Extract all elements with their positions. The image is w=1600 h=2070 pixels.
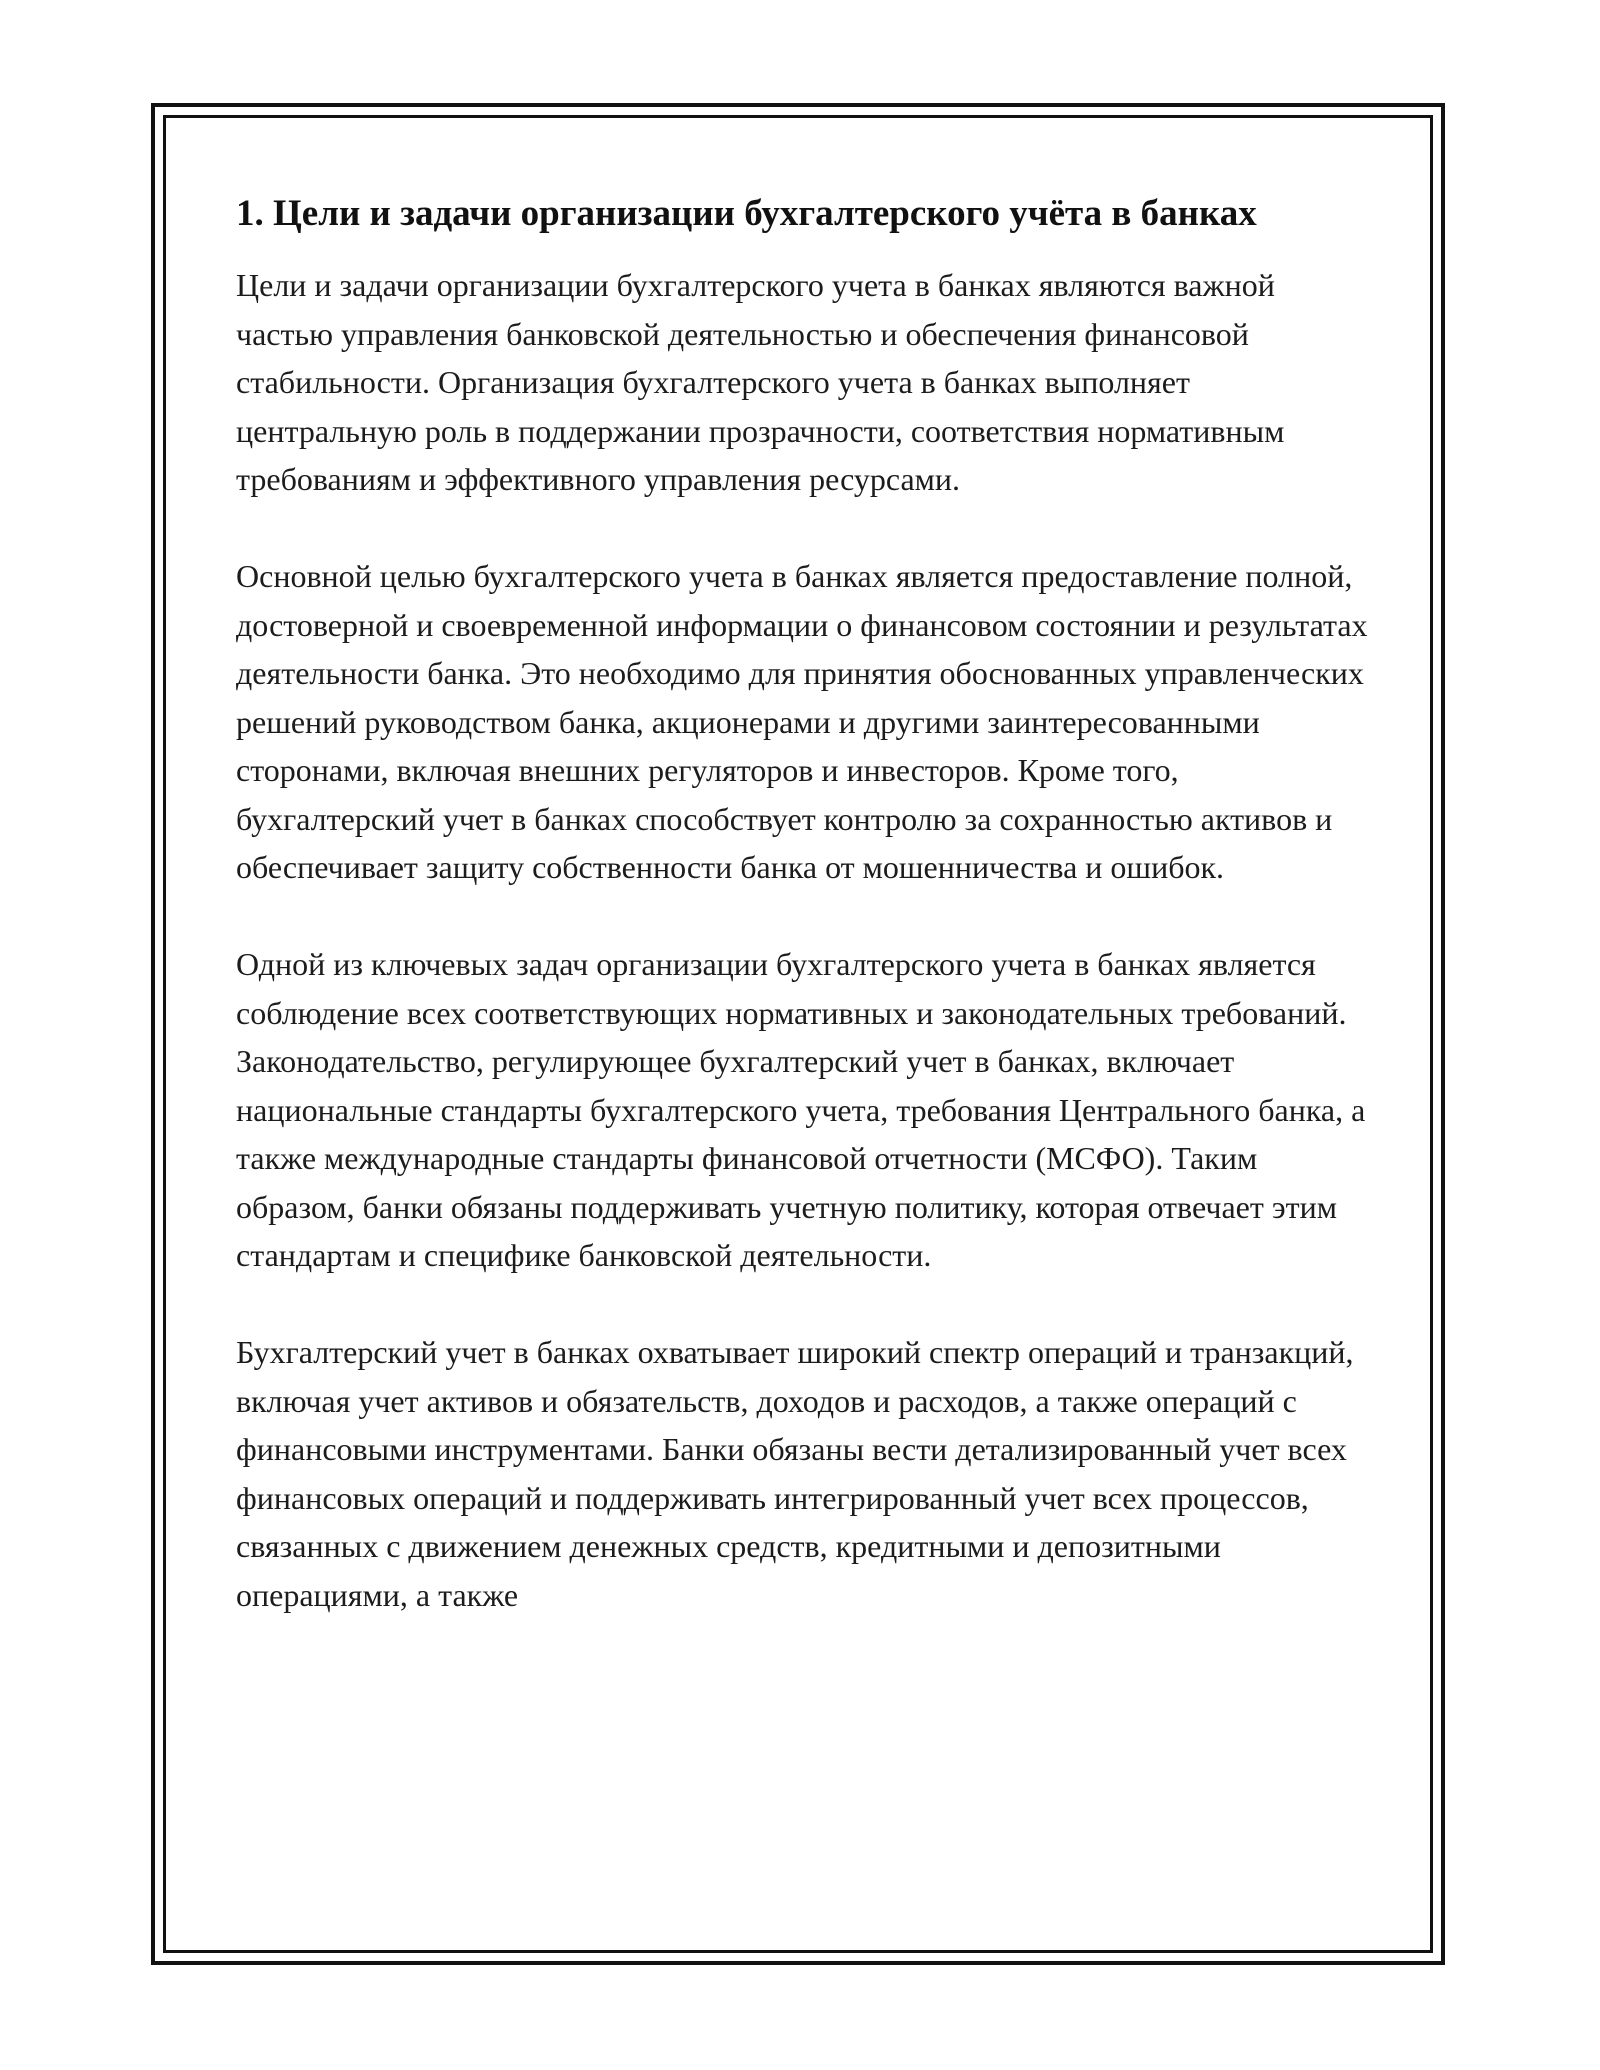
paragraph-3: Одной из ключевых задач организации бухгалтерского учета в банках является соблюдение всех соответствующих нормативных и законодательных требований. Законодательство, регулирующее бухгалтерский учет в банках, включает национальные стандарты бухгалтерского учета, требования Центрального банка, а также международные стандарты финансовой отчетности (МСФО). Таким образом, банки обязаны поддерживать учетную политику, которая отвечает этим стандартам и специфике банковской деятельности. (236, 946, 1366, 1273)
paragraph-2: Основной целью бухгалтерского учета в банках является предоставление полной, достоверной и своевременной информации о финансовом состоянии и результатах деятельности банка. Это необходимо для принятия обоснованных управленческих решений руководством банка, акционерами и другими заинтересованными сторонами, включая внешних регуляторов и инвесторов. Кроме того, бухгалтерский учет в банках способствует контролю за сохранностью активов и обеспечивает защиту собственности банка от мошенничества и ошибок. (236, 558, 1368, 885)
paragraph-1: Цели и задачи организации бухгалтерского учета в банках являются важной частью управления банковской деятельностью и обеспечения финансовой стабильности. Организация бухгалтерского учета в банках выполняет центральную роль в поддержании прозрачности, соответствия нормативным требованиям и эффективного управления ресурсами. (236, 267, 1285, 497)
section-heading: 1. Цели и задачи организации бухгалтерского учёта в банках (236, 193, 1257, 234)
paragraph-4: Бухгалтерский учет в банках охватывает широкий спектр операций и транзакций, включая учет активов и обязательств, доходов и расходов, а также операций с финансовыми инструментами. Банки обязаны вести детализированный учет всех финансовых операций и поддерживать интегрированный учет всех процессов, связанных с движением денежных средств, кредитными и депозитными операциями, а также (236, 1334, 1354, 1613)
document-body (236, 186, 1376, 1668)
